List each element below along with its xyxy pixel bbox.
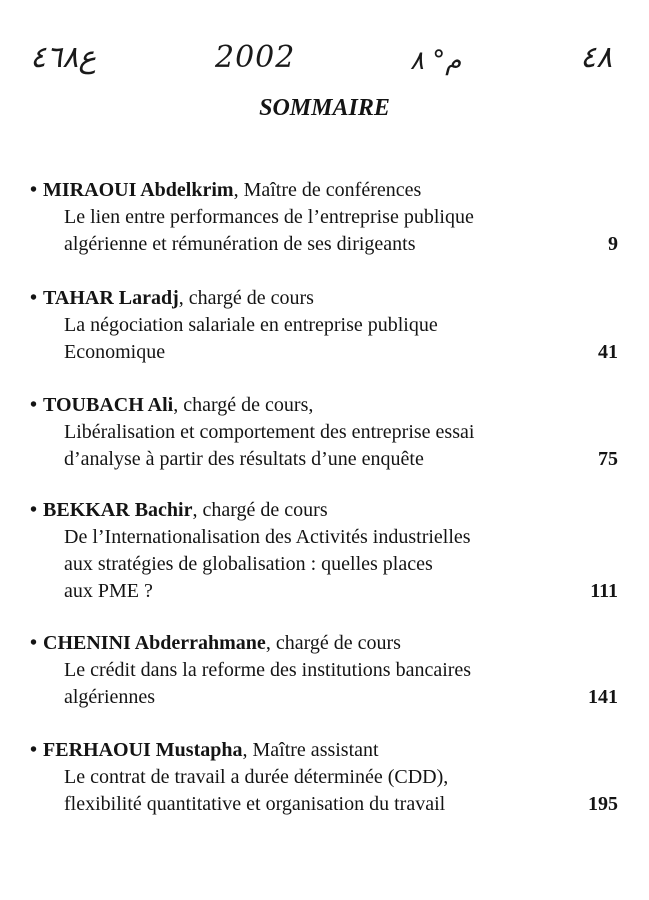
toc-entry bbox=[30, 285, 630, 366]
page-number: 41 bbox=[598, 341, 618, 363]
bullet-icon: • bbox=[30, 394, 38, 416]
toc-entry bbox=[30, 392, 630, 473]
bullet-icon: • bbox=[30, 499, 38, 521]
toc-entry bbox=[30, 630, 630, 711]
bullet-icon: • bbox=[30, 632, 38, 654]
article-title-line: aux PME ? bbox=[64, 580, 153, 602]
author-name: MIRAOUI Abdelkrim bbox=[43, 179, 234, 201]
author-name: TAHAR Laradj bbox=[43, 287, 179, 309]
bullet-icon: • bbox=[30, 179, 38, 201]
article-title-line: Le lien entre performances de l’entreprise publique bbox=[64, 206, 474, 228]
author-role: , chargé de cours, bbox=[173, 394, 314, 416]
author-role: , chargé de cours bbox=[178, 287, 314, 309]
handwritten-note-2: 2002 bbox=[215, 40, 296, 75]
article-title-line: flexibilité quantitative et organisation du travail bbox=[64, 793, 446, 815]
page-title: SOMMAIRE bbox=[259, 95, 390, 121]
bullet-icon: • bbox=[30, 739, 38, 761]
article-title-line: Economique bbox=[64, 341, 166, 363]
article-title-line: aux stratégies de globalisation : quelles places bbox=[64, 553, 433, 575]
author-name: TOUBACH Ali bbox=[43, 394, 174, 416]
author-name: BEKKAR Bachir bbox=[43, 499, 193, 521]
author-role: , Maître de conférences bbox=[233, 179, 422, 201]
article-title-line: La négociation salariale en entreprise publique bbox=[64, 314, 438, 336]
toc-entry bbox=[30, 497, 630, 605]
page-number: 111 bbox=[590, 580, 618, 602]
toc-entry bbox=[30, 177, 630, 258]
author-name: CHENINI Abderrahmane bbox=[43, 632, 266, 654]
page-number: 9 bbox=[608, 233, 618, 255]
article-title-line: algériennes bbox=[64, 686, 156, 708]
article-title-line: Le crédit dans la reforme des institutions bancaires bbox=[64, 659, 472, 681]
handwritten-note-1: ع٤٦٨ bbox=[30, 40, 97, 75]
page-number: 195 bbox=[588, 793, 618, 815]
author-role: , Maître assistant bbox=[242, 739, 379, 761]
handwritten-note-4: ٤٨ bbox=[580, 40, 613, 75]
bullet-icon: • bbox=[30, 287, 38, 309]
article-title-line: Libéralisation et comportement des entreprise essai bbox=[64, 421, 475, 443]
page-number: 75 bbox=[598, 448, 618, 470]
author-name: FERHAOUI Mustapha bbox=[43, 739, 243, 761]
page-number: 141 bbox=[588, 686, 618, 708]
article-title-line: d’analyse à partir des résultats d’une enquête bbox=[64, 448, 424, 470]
article-title-line: Le contrat de travail a durée déterminée (CDD), bbox=[64, 766, 449, 788]
author-role: , chargé de cours bbox=[192, 499, 328, 521]
toc-entry bbox=[30, 737, 630, 818]
article-title-line: De l’Internationalisation des Activités industrielles bbox=[64, 526, 471, 548]
article-title-line: algérienne et rémunération de ses dirigeants bbox=[64, 233, 416, 255]
author-role: , chargé de cours bbox=[265, 632, 401, 654]
handwritten-note-3: م° ٨ bbox=[410, 46, 462, 76]
